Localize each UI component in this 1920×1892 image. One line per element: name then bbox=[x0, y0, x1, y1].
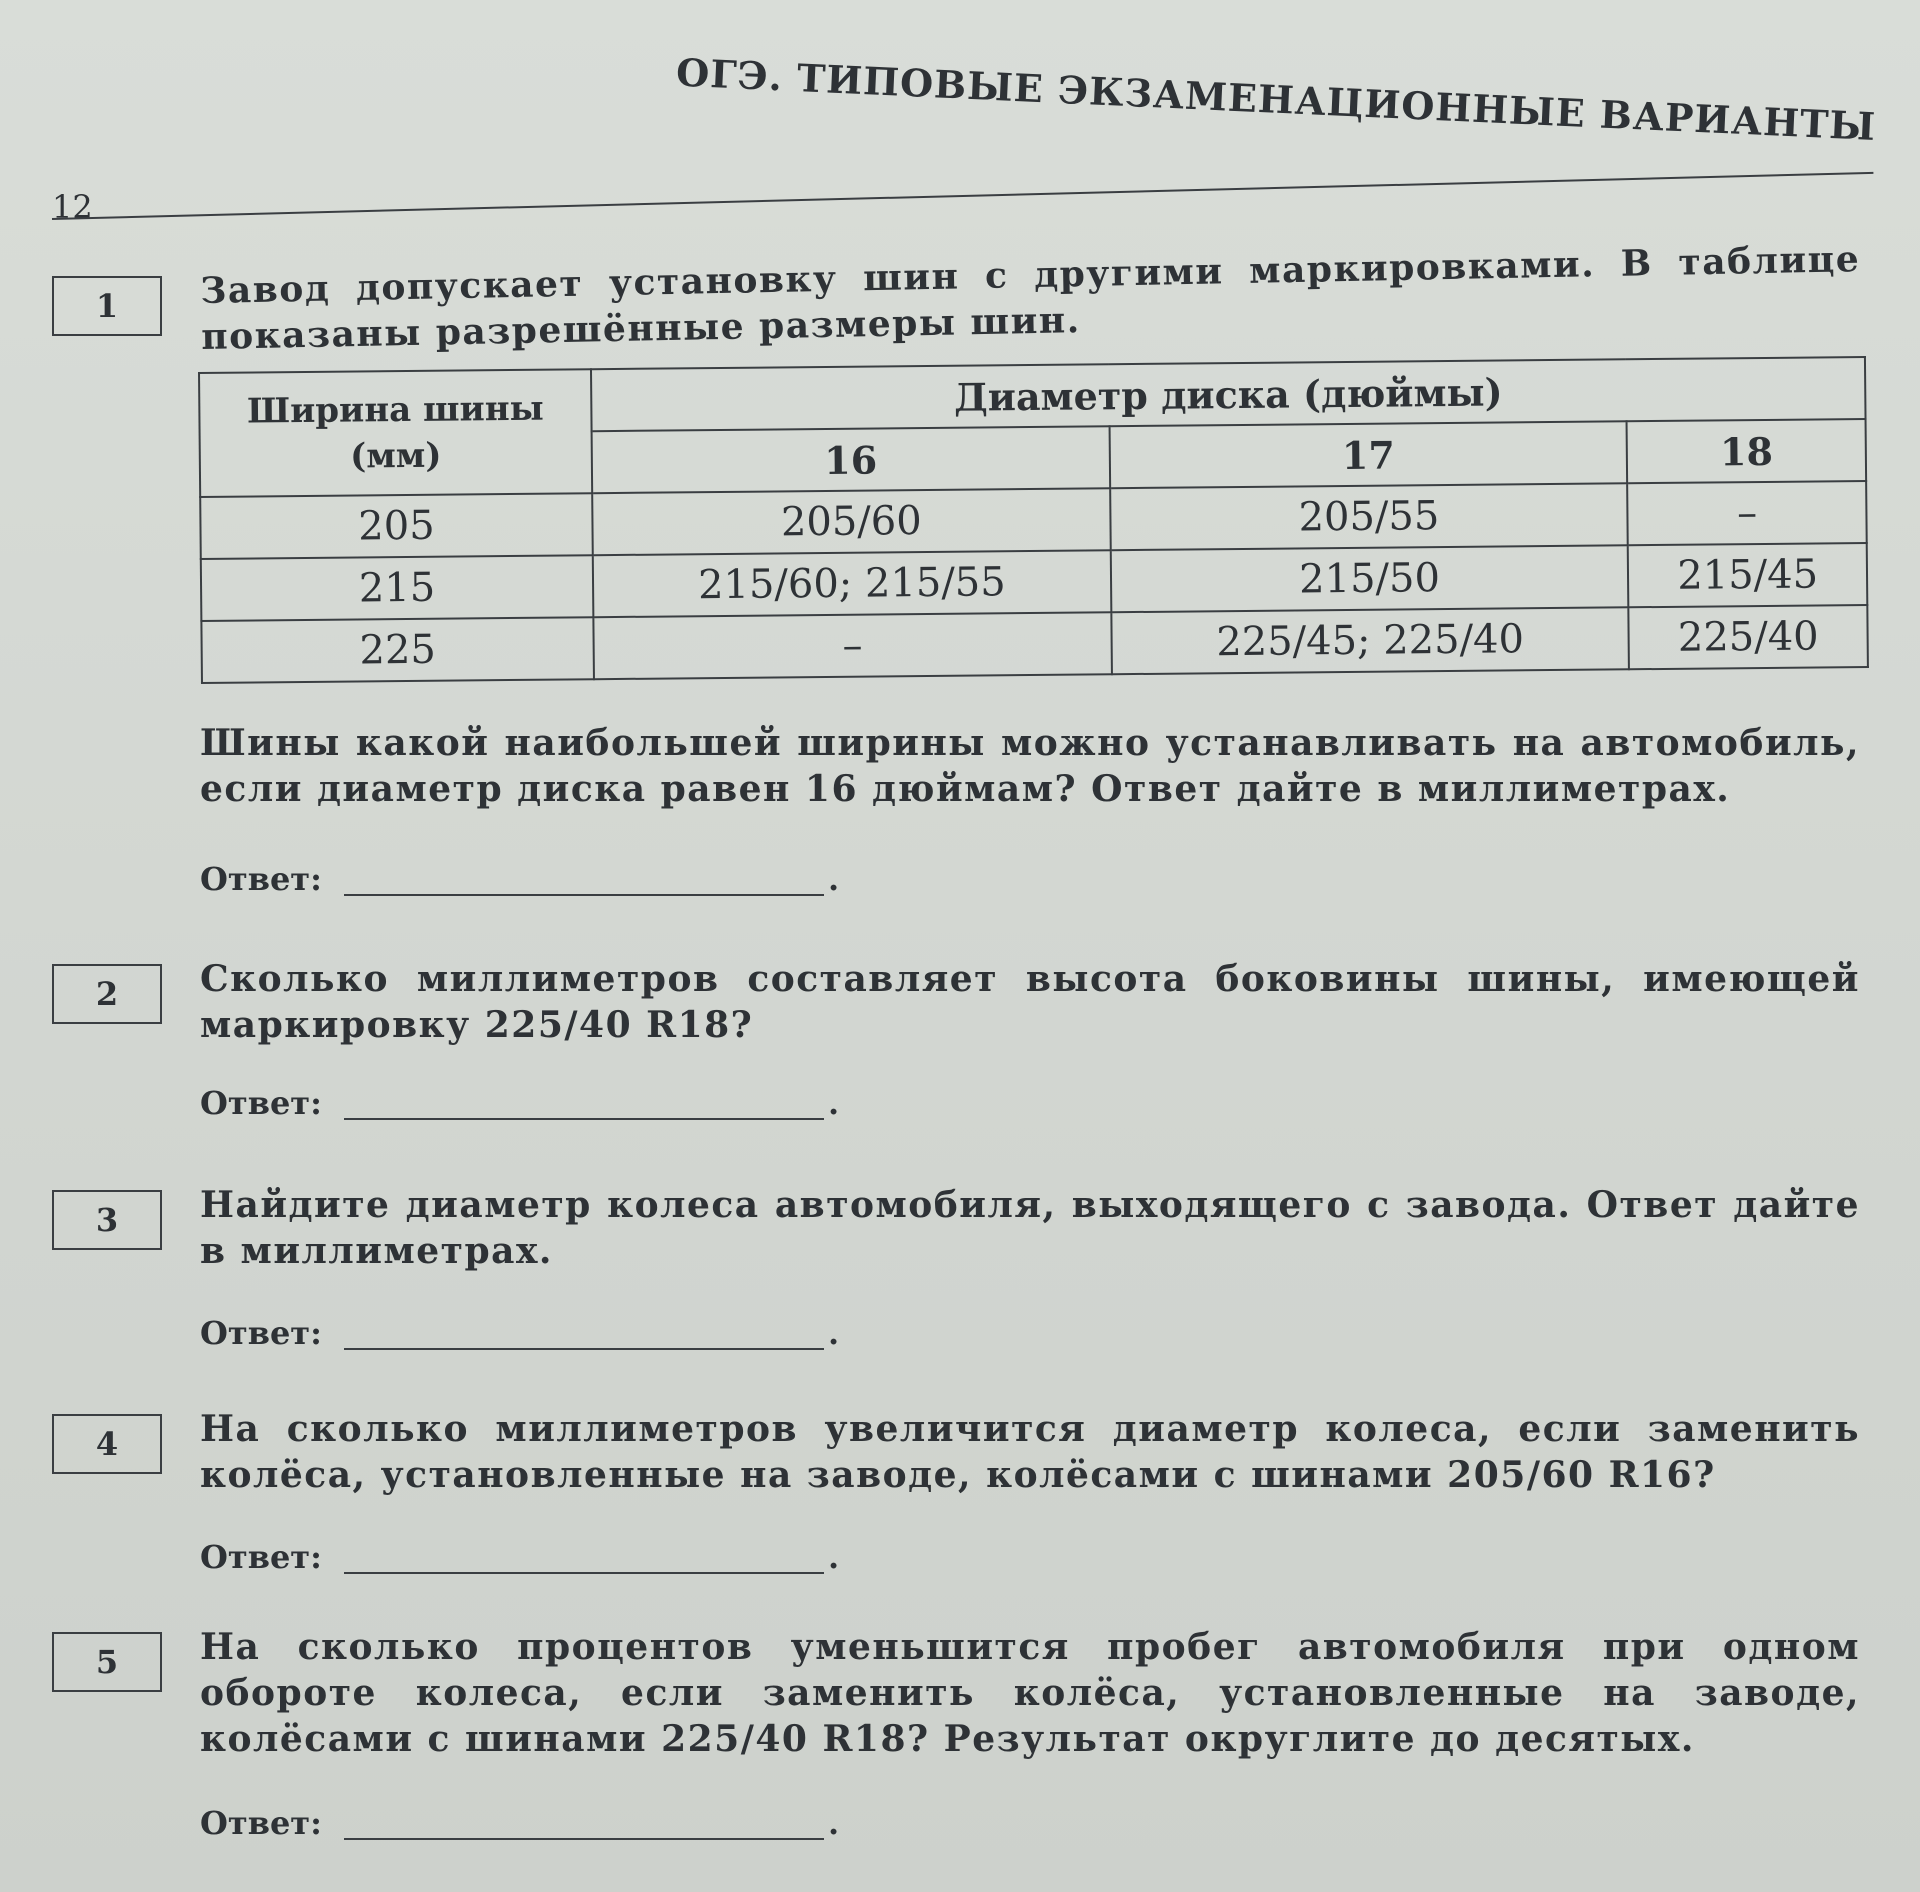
table-cell: – bbox=[1627, 481, 1866, 545]
task-text: Сколько миллиметров составляет высота боковины шины, имеющей маркировку 225/40 R18? bbox=[200, 958, 1860, 1046]
width-column-header: Ширина шины (мм) bbox=[199, 369, 592, 497]
answer-row: Ответ: . bbox=[200, 1804, 840, 1842]
diameter-column-header: Диаметр диска (дюймы) bbox=[591, 357, 1866, 431]
task-number-box: 4 bbox=[52, 1414, 162, 1474]
task-text: Завод допускает установку шин с другими маркировками. В таблице показаны разрешённые размеры шин. bbox=[200, 238, 1861, 358]
header-divider bbox=[52, 172, 1873, 220]
answer-label: Ответ: bbox=[200, 1084, 322, 1122]
table-cell: 205/55 bbox=[1110, 483, 1628, 550]
table-cell: – bbox=[593, 612, 1111, 679]
task-number-box: 3 bbox=[52, 1190, 162, 1250]
table-cell: 205/60 bbox=[592, 488, 1110, 555]
task-text: На сколько процентов уменьшится пробег автомобиля при одном обороте колеса, если заменить колёса, установленные на заводе, колёсами с шинами 225/40 R18? Результат округлите до десятых. bbox=[200, 1626, 1860, 1760]
task-number-box: 2 bbox=[52, 964, 162, 1024]
answer-row: Ответ: . bbox=[200, 1538, 840, 1576]
diameter-16-header: 16 bbox=[592, 426, 1110, 493]
answer-input-line[interactable] bbox=[344, 894, 824, 896]
table-cell: 215/45 bbox=[1628, 543, 1867, 607]
diameter-18-header: 18 bbox=[1627, 419, 1866, 483]
page-number: 12 bbox=[52, 188, 93, 226]
row-width: 215 bbox=[201, 555, 594, 621]
question-text: Шины какой наибольшей ширины можно устанавливать на автомобиль, если диаметр диска равен 16 дюймам? Ответ дайте в миллиметрах. bbox=[200, 722, 1860, 810]
answer-row: Ответ: . bbox=[200, 1314, 840, 1352]
answer-input-line[interactable] bbox=[344, 1118, 824, 1120]
task-number-box: 5 bbox=[52, 1632, 162, 1692]
answer-input-line[interactable] bbox=[344, 1572, 824, 1574]
tire-sizes-table bbox=[198, 356, 1869, 684]
task-text: На сколько миллиметров увеличится диаметр колеса, если заменить колёса, установленные на заводе, колёсами с шинами 205/60 R16? bbox=[200, 1408, 1860, 1496]
table-cell: 215/60; 215/55 bbox=[593, 550, 1111, 617]
answer-input-line[interactable] bbox=[344, 1348, 824, 1350]
answer-input-line[interactable] bbox=[344, 1838, 824, 1840]
task-text: Найдите диаметр колеса автомобиля, выходящего с завода. Ответ дайте в миллиметрах. bbox=[200, 1184, 1860, 1272]
answer-row: Ответ: . bbox=[200, 1084, 840, 1122]
running-header: ОГЭ. ТИПОВЫЕ ЭКЗАМЕНАЦИОННЫЕ ВАРИАНТЫ bbox=[675, 49, 1878, 149]
answer-label: Ответ: bbox=[200, 1314, 322, 1352]
task-number-box: 1 bbox=[52, 276, 162, 336]
row-width: 225 bbox=[201, 617, 594, 683]
answer-label: Ответ: bbox=[200, 1538, 322, 1576]
row-width: 205 bbox=[200, 493, 593, 559]
answer-label: Ответ: bbox=[200, 1804, 322, 1842]
table-cell: 225/40 bbox=[1629, 605, 1868, 669]
answer-label: Ответ: bbox=[200, 860, 322, 898]
table-cell: 215/50 bbox=[1110, 545, 1628, 612]
diameter-17-header: 17 bbox=[1109, 421, 1627, 488]
answer-row: Ответ: . bbox=[200, 860, 840, 898]
table-cell: 225/45; 225/40 bbox=[1111, 607, 1629, 674]
